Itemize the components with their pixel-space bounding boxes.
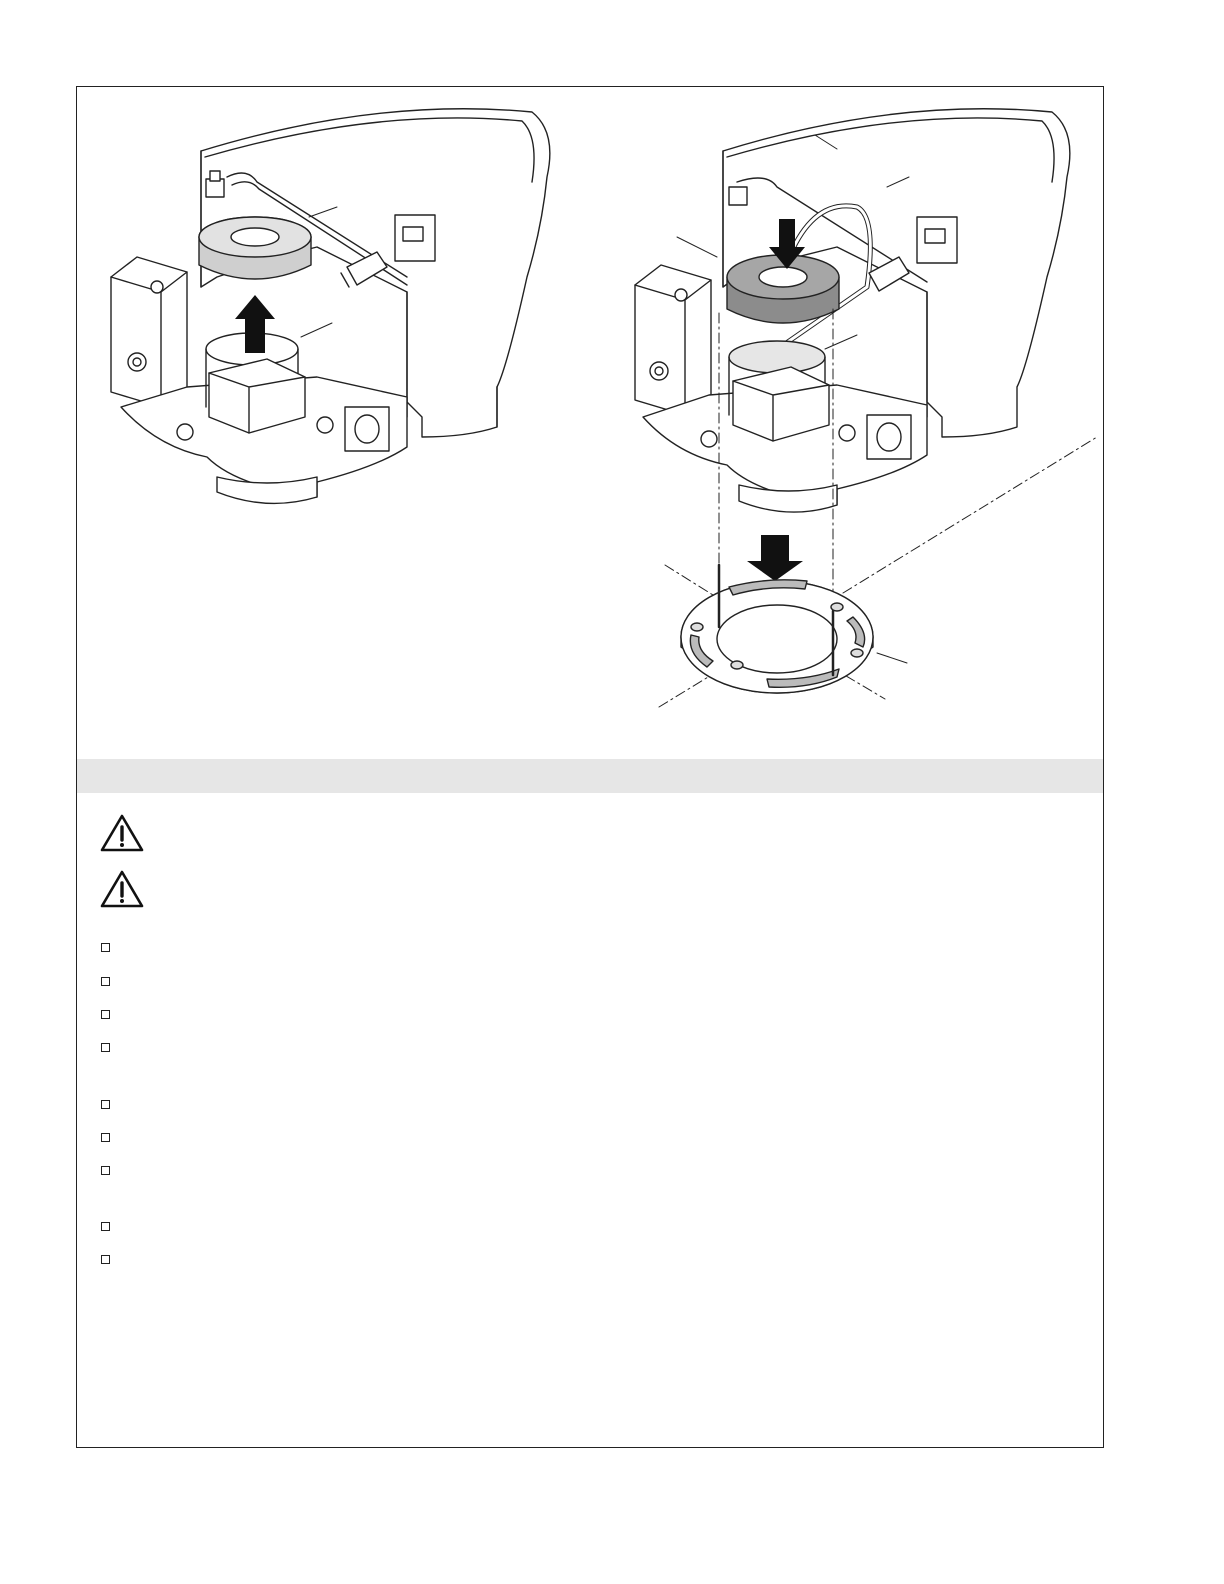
step-checkbox[interactable] (101, 1010, 110, 1019)
step-checkbox[interactable] (101, 977, 110, 986)
step-checkbox[interactable] (101, 1166, 110, 1175)
step-checkbox[interactable] (101, 1255, 110, 1264)
right-toilet-assembly (635, 109, 1097, 707)
section-header-band (77, 759, 1103, 793)
installation-figure (77, 87, 1103, 759)
warning-triangle-icon (99, 869, 145, 909)
step-checkbox[interactable] (101, 943, 110, 952)
step-checkbox[interactable] (101, 1222, 110, 1231)
step-checkbox[interactable] (101, 1133, 110, 1142)
step-checkbox[interactable] (101, 1100, 110, 1109)
floor-flange (681, 565, 873, 693)
page-frame (76, 86, 1104, 1448)
step-checkbox[interactable] (101, 1043, 110, 1052)
left-toilet-assembly (111, 109, 550, 504)
warning-triangle-icon (99, 813, 145, 853)
